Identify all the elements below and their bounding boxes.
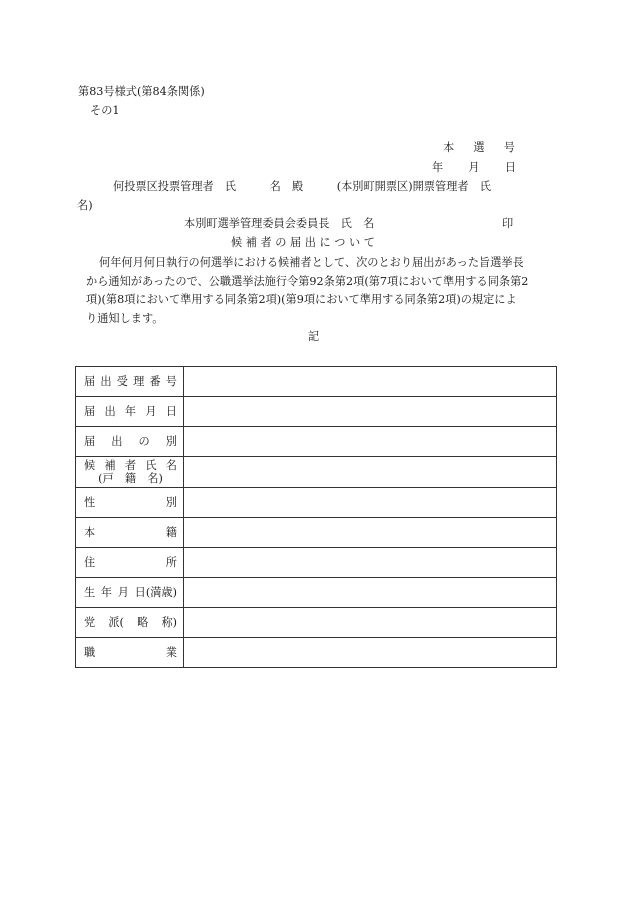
label-char: 住 — [84, 555, 96, 569]
date-year: 年 — [432, 161, 444, 174]
table-row — [76, 518, 557, 548]
row-value-sex[interactable] — [184, 488, 557, 518]
row-label-domicile — [76, 518, 184, 548]
date-month: 月 — [468, 161, 480, 174]
row-value-candidate-name[interactable] — [184, 457, 557, 488]
label-char: 日(満歳) — [134, 585, 177, 599]
label-char: 日 — [165, 404, 177, 418]
row-label-occupation — [76, 638, 184, 668]
table-row — [76, 367, 557, 397]
body-line-2: から通知があったので、公職選挙法施行令第92条第2項(第7項において準用する同条第2 — [86, 275, 529, 288]
form-number: 第83号様式(第84条関係) — [78, 85, 205, 98]
label-char: 略 — [137, 615, 149, 629]
row-label-sex — [76, 488, 184, 518]
row-value-filing-date[interactable] — [184, 397, 557, 427]
row-value-address[interactable] — [184, 548, 557, 578]
row-label-birthdate — [76, 578, 184, 608]
label-char: 年 — [100, 585, 113, 599]
sender-title: 本別町選挙管理委員会委員長 氏 名 — [184, 217, 375, 230]
label-char: 別 — [165, 495, 177, 509]
label-char: 補 — [104, 458, 116, 472]
label-char: 党 — [84, 615, 96, 629]
label-char: 所 — [165, 555, 177, 569]
table-row — [76, 427, 557, 457]
label-char: 届 — [84, 404, 96, 418]
label-char: 籍 — [165, 525, 177, 539]
ref-char-1: 本 — [443, 141, 455, 154]
label-char: 出 — [104, 404, 116, 418]
row-label-candidate-name — [76, 457, 184, 488]
table-row — [76, 457, 557, 488]
label-char: 派( — [108, 615, 124, 629]
label-char: 業 — [165, 645, 177, 659]
label-char: 届 — [84, 374, 96, 388]
notification-table — [75, 366, 557, 668]
label-char: 氏 — [145, 458, 157, 472]
form-part: その1 — [90, 104, 120, 117]
ref-char-3: 号 — [503, 141, 515, 154]
label-char: 受 — [116, 374, 128, 388]
row-label-filing-date — [76, 397, 184, 427]
table-row — [76, 548, 557, 578]
label-char: 号 — [165, 374, 177, 388]
label-char: の — [138, 434, 150, 448]
addressee-line-1: 何投票区投票管理者 氏 名 殿 (本別町開票区)開票管理者 氏 — [113, 180, 491, 193]
ki-heading: 記 — [308, 330, 320, 343]
date-day: 日 — [504, 161, 516, 174]
table-row — [76, 578, 557, 608]
label-char: 名 — [165, 458, 177, 472]
row-label-party — [76, 608, 184, 638]
label-char: 月 — [145, 404, 157, 418]
table-row — [76, 397, 557, 427]
label-char: 生 — [84, 585, 96, 599]
body-line-4: り通知します。 — [86, 312, 164, 325]
body-line-1: 何年何月何日執行の何選挙における候補者として、次のとおり届出があった旨選挙長 — [99, 256, 524, 269]
label-char: 本 — [84, 525, 96, 539]
row-label-address — [76, 548, 184, 578]
label-char: 称) — [161, 615, 177, 629]
label-sub: (戸 籍 名) — [98, 472, 163, 485]
addressee-line-2: 名) — [77, 199, 93, 212]
label-char: 出 — [111, 434, 123, 448]
table-row — [76, 608, 557, 638]
row-label-filing-type — [76, 427, 184, 457]
table-row — [76, 638, 557, 668]
label-char: 番 — [149, 374, 161, 388]
row-value-party[interactable] — [184, 608, 557, 638]
label-char: 理 — [133, 374, 145, 388]
seal-mark: 印 — [502, 217, 514, 230]
label-char: 年 — [124, 404, 137, 418]
label-char: 候 — [84, 458, 96, 472]
row-value-occupation[interactable] — [184, 638, 557, 668]
ref-char-2: 選 — [473, 141, 485, 154]
label-char: 者 — [124, 458, 137, 472]
label-char: 月 — [117, 585, 129, 599]
document-title: 候 補 者 の 届 出 に つ い て — [231, 236, 375, 249]
row-value-receipt-number[interactable] — [184, 367, 557, 397]
table-row — [76, 488, 557, 518]
body-line-3: 項)(第8項において準用する同条第2項)(第9項において準用する同条第2項)の規定によ — [86, 293, 517, 306]
label-char: 職 — [84, 645, 96, 659]
label-char: 届 — [84, 434, 96, 448]
issue-date — [432, 161, 516, 174]
row-label-receipt-number — [76, 367, 184, 397]
row-value-birthdate[interactable] — [184, 578, 557, 608]
reference-number — [443, 141, 515, 154]
label-char: 出 — [100, 374, 112, 388]
row-value-domicile[interactable] — [184, 518, 557, 548]
label-char: 性 — [84, 495, 96, 509]
label-char: 別 — [165, 434, 177, 448]
row-value-filing-type[interactable] — [184, 427, 557, 457]
